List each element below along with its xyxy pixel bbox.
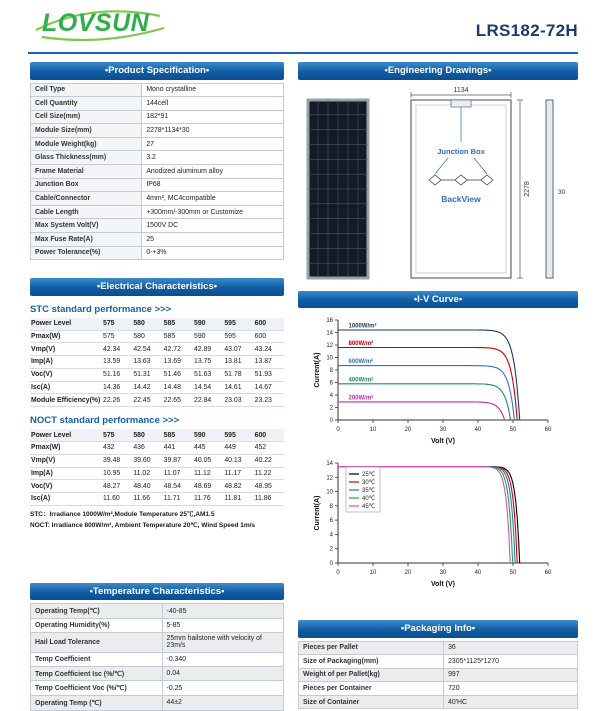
cell-value: 575: [102, 330, 132, 343]
table-row: [31, 97, 284, 111]
cell-label: Temp Coefficient Isc (%/℃): [31, 666, 163, 681]
svg-text:12: 12: [326, 343, 333, 349]
section-packaging-info: •Packaging Info•: [298, 620, 578, 638]
row-label: Power Level: [30, 318, 102, 330]
table-row: [30, 343, 284, 356]
svg-text:14: 14: [326, 330, 333, 337]
table-row: [30, 368, 284, 381]
noct-heading: NOCT standard performance >>>: [30, 415, 180, 427]
cell-value: 48.82: [223, 480, 253, 493]
cell-value: 2305*1125*1270: [444, 655, 578, 669]
iv-irradiance-svg: [312, 310, 558, 446]
cell-value: 1500V DC: [142, 219, 284, 233]
svg-text:1000W/m²: 1000W/m²: [348, 323, 377, 330]
cell-value: 2278*1134*30: [142, 124, 284, 138]
cell-label: Cell Quantity: [31, 97, 142, 111]
svg-text:30℃: 30℃: [362, 480, 376, 486]
cell-value: 600: [254, 330, 284, 343]
cell-value: 5-85: [162, 618, 283, 632]
svg-text:60: 60: [544, 570, 552, 576]
row-label: Imp(A): [30, 356, 102, 369]
svg-text:6: 6: [329, 518, 333, 525]
cell-value: 182*91: [142, 110, 284, 124]
svg-text:30: 30: [439, 570, 447, 576]
table-row: [31, 110, 284, 124]
cell-value: 580: [132, 318, 162, 330]
table-row: [30, 480, 284, 493]
table-row: [30, 356, 284, 369]
cell-value: 11.02: [132, 467, 162, 480]
table-row: [31, 246, 284, 260]
cell-value: 4mm², MC4compatible: [142, 192, 284, 206]
svg-text:20: 20: [404, 427, 412, 433]
table-row: [30, 454, 284, 467]
cell-label: Cable Length: [31, 205, 142, 219]
svg-text:0: 0: [329, 418, 333, 424]
table-row: [30, 429, 284, 441]
cell-value: 14.54: [193, 381, 223, 394]
table-row: [31, 178, 284, 192]
cell-value: 449: [223, 441, 253, 454]
cell-value: -40-85: [162, 604, 283, 619]
cell-value: 25mm hailstone with velocity of 23m/s: [162, 632, 283, 653]
cell-value: 48.54: [163, 480, 193, 493]
cell-label: Junction Box: [31, 178, 142, 192]
table-row: [30, 318, 284, 330]
cell-value: 14.61: [223, 381, 253, 394]
table-row: [31, 165, 284, 179]
temperature-table: [30, 603, 284, 710]
table-row: [31, 124, 284, 138]
svg-text:4: 4: [329, 393, 333, 399]
svg-text:35℃: 35℃: [362, 488, 376, 494]
svg-text:600W/m²: 600W/m²: [348, 359, 374, 366]
table-row: [30, 330, 284, 343]
table-row: [31, 604, 284, 619]
row-label: Power Level: [30, 429, 102, 441]
cell-label: Pieces per Pallet: [299, 641, 444, 655]
cell-value: 452: [254, 441, 284, 454]
svg-text:50: 50: [509, 427, 517, 433]
cell-value: 595: [223, 318, 253, 330]
cell-value: IP68: [142, 178, 284, 192]
cell-value: 11.22: [254, 467, 284, 480]
stc-footnote: STC：Irradiance 1000W/m²,Module Temperature 25℃,AM1.5: [30, 510, 215, 518]
cell-value: 42.54: [132, 343, 162, 356]
svg-text:40℃: 40℃: [362, 496, 376, 502]
svg-text:45℃: 45℃: [362, 504, 376, 510]
svg-text:200W/m²: 200W/m²: [348, 395, 374, 402]
cell-value: 580: [132, 330, 162, 343]
section-electrical-characteristics: •Electrical Characteristics•: [30, 278, 284, 296]
table-row: [30, 441, 284, 454]
cell-value: 590: [193, 318, 223, 330]
row-label: Module Efficiency(%): [30, 394, 102, 407]
table-row: [31, 666, 284, 681]
svg-text:50: 50: [509, 570, 517, 576]
cell-value: 432: [102, 441, 132, 454]
cell-value: 585: [163, 330, 193, 343]
cell-value: 23.23: [254, 394, 284, 407]
table-row: [31, 137, 284, 151]
row-label: Isc(A): [30, 381, 102, 394]
brand-logo: [32, 6, 182, 42]
row-label: Pmax(W): [30, 330, 102, 343]
cell-label: Glass Thickness(mm): [31, 151, 142, 165]
cell-value: 595: [223, 330, 253, 343]
iv-curve-temperature-chart: [312, 453, 578, 594]
cell-value: Mono crystalline: [142, 83, 284, 97]
junction-box-shape: [451, 100, 471, 107]
section-temperature-characteristics: •Temperature Characteristics•: [30, 583, 284, 601]
module-back-view: [411, 87, 531, 278]
cell-value: 48.95: [254, 480, 284, 493]
cell-value: 39.87: [163, 454, 193, 467]
cell-value: 14.48: [163, 381, 193, 394]
cell-value: 13.69: [163, 356, 193, 369]
cell-value: 585: [163, 429, 193, 441]
cell-value: -0.25: [162, 681, 283, 696]
table-row: [31, 618, 284, 632]
cell-label: Size of Packaging(mm): [299, 655, 444, 669]
cell-label: Weight of per Pallet(kg): [299, 668, 444, 682]
cell-value: 22.84: [193, 394, 223, 407]
cell-value: 44±2: [162, 695, 283, 710]
svg-text:8: 8: [329, 503, 333, 510]
svg-text:400W/m²: 400W/m²: [348, 377, 374, 384]
packaging-table: [298, 641, 578, 710]
stc-heading: STC standard performance >>>: [30, 303, 172, 315]
svg-text:16: 16: [326, 318, 333, 324]
svg-text:60: 60: [544, 427, 552, 433]
cell-value: 11.66: [132, 493, 162, 506]
noct-footnote: NOCT: Irradiance 800W/m², Ambient Temperature 20℃, Wind Speed 1m/s: [30, 521, 256, 529]
svg-text:6: 6: [329, 380, 333, 387]
cell-value: 42.89: [193, 343, 223, 356]
cell-value: 22.65: [163, 394, 193, 407]
table-row: [30, 493, 284, 506]
cell-value: 22.45: [132, 394, 162, 407]
noct-table: [30, 429, 284, 506]
table-row: [299, 655, 578, 669]
svg-text:4: 4: [329, 532, 333, 539]
iv-curve-irradiance-chart: [312, 310, 578, 451]
table-row: [31, 83, 284, 97]
cell-value: 14.36: [102, 381, 132, 394]
module-front-view: [308, 100, 368, 278]
cell-value: 144cell: [142, 97, 284, 111]
cell-label: Operating Temp (℃): [31, 695, 163, 710]
cell-value: 40.13: [223, 454, 253, 467]
cell-value: 40.05: [193, 454, 223, 467]
row-label: Voc(V): [30, 480, 102, 493]
row-label: Pmax(W): [30, 441, 102, 454]
logo-text: LOVSUN: [42, 9, 150, 37]
svg-text:30: 30: [439, 427, 447, 433]
cell-label: Module Size(mm): [31, 124, 142, 138]
cell-value: 595: [223, 429, 253, 441]
cell-value: Anodized aluminum alloy: [142, 165, 284, 179]
cell-value: 51.93: [254, 368, 284, 381]
cell-value: 0.04: [162, 666, 283, 681]
cell-value: 40.22: [254, 454, 284, 467]
cell-value: 48.40: [132, 480, 162, 493]
section-iv-curve: •I-V Curve•: [298, 291, 578, 309]
table-row: [31, 695, 284, 710]
cell-value: 11.12: [193, 467, 223, 480]
table-row: [31, 219, 284, 233]
cell-value: 43.24: [254, 343, 284, 356]
cell-value: 51.46: [163, 368, 193, 381]
cell-value: 25: [142, 233, 284, 247]
cell-value: 575: [102, 318, 132, 330]
cell-value: 51.31: [132, 368, 162, 381]
cell-value: 11.60: [102, 493, 132, 506]
svg-text:10: 10: [369, 427, 377, 433]
cell-label: Pieces per Container: [299, 682, 444, 696]
cell-value: 48.69: [193, 480, 223, 493]
module-side-view: [546, 100, 566, 278]
cell-value: 445: [193, 441, 223, 454]
cell-label: Max Fuse Rate(A): [31, 233, 142, 247]
row-label: Vmp(V): [30, 343, 102, 356]
dim-height-label: 2278: [524, 180, 531, 197]
table-row: [30, 381, 284, 394]
cell-value: 39.48: [102, 454, 132, 467]
svg-text:12: 12: [326, 475, 333, 482]
junction-box-label: Junction Box: [437, 146, 485, 156]
cell-value: 11.76: [193, 493, 223, 506]
cell-value: 11.17: [223, 467, 253, 480]
cell-value: 42.34: [102, 343, 132, 356]
cell-value: 600: [254, 318, 284, 330]
cell-value: +300mm/-300mm or Customize: [142, 205, 284, 219]
cell-label: Cell Size(mm): [31, 110, 142, 124]
table-row: [299, 668, 578, 682]
cell-label: Operating Temp(℃): [31, 604, 163, 619]
header: [30, 6, 578, 50]
cell-value: 590: [193, 429, 223, 441]
cell-value: 40'HC: [444, 695, 578, 709]
cell-label: Frame Material: [31, 165, 142, 179]
stc-table: [30, 318, 284, 407]
right-column: [298, 62, 578, 709]
svg-text:25℃: 25℃: [362, 472, 376, 478]
cell-value: 13.63: [132, 356, 162, 369]
cell-value: 22.26: [102, 394, 132, 407]
cell-value: 590: [193, 330, 223, 343]
cell-label: Cell Type: [31, 83, 142, 97]
cell-value: 43.07: [223, 343, 253, 356]
cell-value: 441: [163, 441, 193, 454]
cell-value: 51.78: [223, 368, 253, 381]
model-number: LRS182-72H: [475, 21, 578, 40]
cell-value: 575: [102, 429, 132, 441]
engineering-drawing-svg: [298, 84, 576, 286]
cell-value: 997: [444, 668, 578, 682]
cell-label: Power Tolerance(%): [31, 246, 142, 260]
svg-text:40: 40: [474, 570, 482, 576]
dim-depth-label: 30: [558, 188, 566, 196]
svg-text:14: 14: [326, 461, 333, 467]
cell-value: 580: [132, 429, 162, 441]
svg-text:2: 2: [329, 405, 333, 412]
svg-text:2: 2: [329, 546, 333, 553]
side-profile: [546, 100, 553, 278]
svg-text:40: 40: [474, 427, 482, 433]
backview-label: BackView: [441, 193, 481, 204]
cell-value: -0.340: [162, 653, 283, 667]
cell-label: Cable/Connector: [31, 192, 142, 206]
table-row: [31, 151, 284, 165]
cell-value: 11.86: [254, 493, 284, 506]
svg-text:8: 8: [329, 368, 333, 374]
svg-text:Current(A): Current(A): [314, 495, 321, 531]
row-label: Isc(A): [30, 493, 102, 506]
cell-value: 436: [132, 441, 162, 454]
section-engineering-drawings: •Engineering Drawings•: [298, 62, 578, 80]
table-row: [31, 653, 284, 667]
cell-value: 11.81: [223, 493, 253, 506]
table-row: [299, 641, 578, 655]
cell-value: 3.2: [142, 151, 284, 165]
cell-label: Max System Volt(V): [31, 219, 142, 233]
svg-text:0: 0: [336, 427, 340, 433]
cell-value: 13.81: [223, 356, 253, 369]
cell-value: 0-+3%: [142, 246, 284, 260]
cell-value: 13.87: [254, 356, 284, 369]
table-row: [31, 192, 284, 206]
cell-value: 13.75: [193, 356, 223, 369]
table-row: [30, 467, 284, 480]
svg-text:Volt (V): Volt (V): [431, 581, 455, 588]
svg-text:10: 10: [326, 355, 333, 362]
table-row: [31, 681, 284, 696]
svg-text:10: 10: [326, 489, 333, 496]
row-label: Voc(V): [30, 368, 102, 381]
cell-value: 14.42: [132, 381, 162, 394]
cell-value: 51.63: [193, 368, 223, 381]
svg-text:Volt (V): Volt (V): [431, 438, 455, 445]
cell-value: 51.16: [102, 368, 132, 381]
table-row: [31, 205, 284, 219]
svg-text:10: 10: [369, 570, 377, 576]
svg-text:0: 0: [329, 561, 333, 567]
svg-text:Current(A): Current(A): [314, 352, 321, 388]
cell-value: 585: [163, 318, 193, 330]
table-row: [31, 632, 284, 653]
cell-label: Hail Load Tolerance: [31, 632, 163, 653]
table-row: [299, 682, 578, 696]
cell-label: Size of Container: [299, 695, 444, 709]
section-product-specification: •Product Specification•: [30, 62, 284, 80]
cell-value: 48.27: [102, 480, 132, 493]
row-label: Imp(A): [30, 467, 102, 480]
svg-text:0: 0: [336, 570, 340, 576]
engineering-drawing: [298, 84, 578, 291]
product-spec-table: [30, 83, 284, 261]
cell-value: 600: [254, 429, 284, 441]
dim-width-label: 1134: [453, 86, 469, 94]
cell-value: 39.60: [132, 454, 162, 467]
table-row: [299, 695, 578, 709]
cell-value: 42.72: [163, 343, 193, 356]
row-label: Vmp(V): [30, 454, 102, 467]
cell-value: 23.03: [223, 394, 253, 407]
cell-value: 720: [444, 682, 578, 696]
cell-value: 36: [444, 641, 578, 655]
svg-text:800W/m²: 800W/m²: [348, 341, 374, 347]
cell-value: 11.71: [163, 493, 193, 506]
left-column: [30, 62, 284, 711]
cell-label: Temp Coefficient: [31, 653, 163, 667]
table-row: [30, 394, 284, 407]
cell-label: Temp Coefficient Voc (%/℃): [31, 681, 163, 696]
iv-temperature-svg: [312, 453, 558, 589]
cell-value: 13.59: [102, 356, 132, 369]
cell-value: 14.67: [254, 381, 284, 394]
cell-value: 27: [142, 137, 284, 151]
cell-value: 11.07: [163, 467, 193, 480]
table-row: [31, 233, 284, 247]
svg-text:20: 20: [404, 570, 412, 576]
cell-value: 10.95: [102, 467, 132, 480]
header-divider: [28, 52, 578, 54]
cell-label: Module Weight(kg): [31, 137, 142, 151]
cell-label: Operating Humidity(%): [31, 618, 163, 632]
